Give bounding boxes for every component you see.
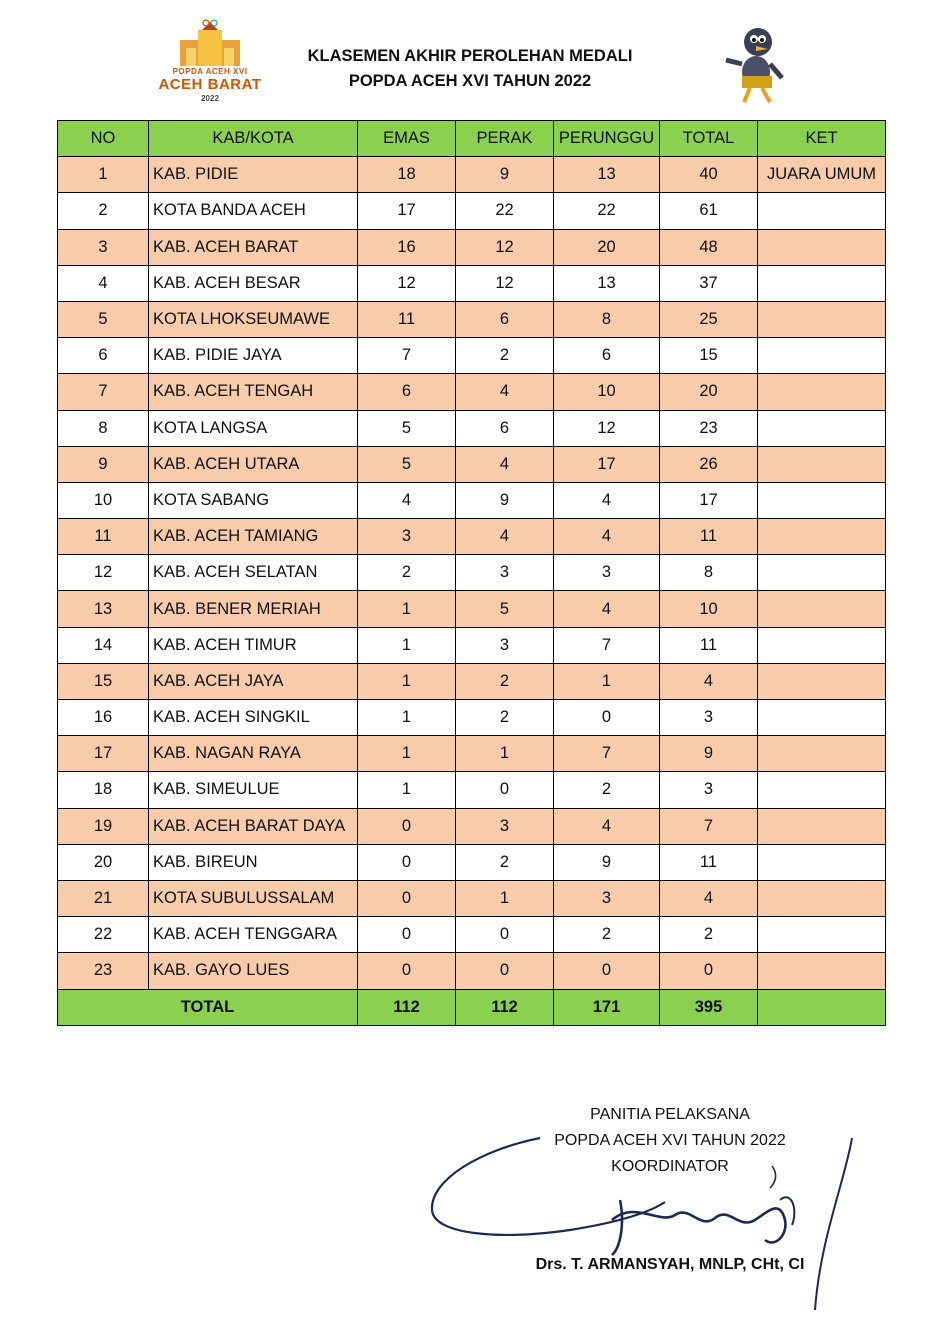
cell-perak: 1	[456, 880, 554, 916]
table-row	[58, 591, 886, 627]
cell-total: 2	[660, 917, 758, 953]
cell-emas: 6	[358, 374, 456, 410]
cell-emas: 0	[358, 808, 456, 844]
table-row	[58, 265, 886, 301]
total-perak: 112	[456, 989, 554, 1025]
cell-name: KOTA SABANG	[149, 482, 358, 518]
cell-perak: 4	[456, 519, 554, 555]
cell-perunggu: 2	[554, 772, 660, 808]
cell-perak: 6	[456, 410, 554, 446]
cell-total: 11	[660, 519, 758, 555]
cell-perak: 3	[456, 808, 554, 844]
cell-perak: 1	[456, 736, 554, 772]
cell-name: KOTA SUBULUSSALAM	[149, 880, 358, 916]
cell-no: 6	[58, 338, 149, 374]
popda-logo-icon	[140, 18, 280, 68]
cell-total: 4	[660, 663, 758, 699]
cell-perak: 0	[456, 772, 554, 808]
table-row	[58, 844, 886, 880]
cell-no: 5	[58, 301, 149, 337]
title-line-2: POPDA ACEH XVI TAHUN 2022	[348, 72, 592, 90]
cell-no: 16	[58, 700, 149, 736]
cell-perak: 22	[456, 193, 554, 229]
cell-ket	[758, 229, 886, 265]
cell-perak: 4	[456, 374, 554, 410]
cell-perunggu: 7	[554, 627, 660, 663]
cell-ket	[758, 591, 886, 627]
cell-name: KAB. ACEH TAMIANG	[149, 519, 358, 555]
bird-mascot-icon	[718, 22, 794, 108]
table-row	[58, 555, 886, 591]
table-row	[58, 229, 886, 265]
cell-name: KAB. ACEH TIMUR	[149, 627, 358, 663]
cell-perunggu: 6	[554, 338, 660, 374]
cell-name: KAB. SIMEULUE	[149, 772, 358, 808]
footer-role: KOORDINATOR	[611, 1158, 729, 1175]
table-row	[58, 880, 886, 916]
cell-name: KAB. BIREUN	[149, 844, 358, 880]
cell-perunggu: 3	[554, 880, 660, 916]
page-title	[280, 44, 660, 94]
cell-ket	[758, 301, 886, 337]
logo-title: ACEH BARAT	[158, 76, 262, 93]
cell-total: 40	[660, 157, 758, 193]
medal-standings-table	[57, 120, 886, 1026]
cell-ket	[758, 555, 886, 591]
cell-emas: 1	[358, 663, 456, 699]
table-row	[58, 953, 886, 989]
col-header-total: TOTAL	[660, 121, 758, 157]
cell-perak: 2	[456, 700, 554, 736]
cell-emas: 18	[358, 157, 456, 193]
cell-perunggu: 4	[554, 482, 660, 518]
cell-total: 48	[660, 229, 758, 265]
cell-total: 10	[660, 591, 758, 627]
cell-perak: 9	[456, 157, 554, 193]
cell-no: 10	[58, 482, 149, 518]
cell-total: 17	[660, 482, 758, 518]
cell-emas: 12	[358, 265, 456, 301]
cell-name: KAB. ACEH BARAT	[149, 229, 358, 265]
cell-name: KAB. PIDIE	[149, 157, 358, 193]
cell-ket	[758, 446, 886, 482]
cell-ket	[758, 844, 886, 880]
cell-total: 4	[660, 880, 758, 916]
cell-name: KAB. PIDIE JAYA	[149, 338, 358, 374]
table-row	[58, 700, 886, 736]
cell-perak: 9	[456, 482, 554, 518]
cell-perunggu: 0	[554, 953, 660, 989]
cell-perunggu: 2	[554, 917, 660, 953]
cell-ket	[758, 265, 886, 301]
cell-name: KAB. NAGAN RAYA	[149, 736, 358, 772]
cell-perak: 4	[456, 446, 554, 482]
cell-no: 2	[58, 193, 149, 229]
cell-emas: 1	[358, 772, 456, 808]
cell-ket	[758, 338, 886, 374]
table-row	[58, 374, 886, 410]
cell-total: 3	[660, 700, 758, 736]
cell-no: 8	[58, 410, 149, 446]
cell-no: 7	[58, 374, 149, 410]
cell-name: KOTA LHOKSEUMAWE	[149, 301, 358, 337]
cell-total: 9	[660, 736, 758, 772]
cell-ket	[758, 917, 886, 953]
cell-name: KAB. ACEH SELATAN	[149, 555, 358, 591]
cell-ket	[758, 772, 886, 808]
table-header-row	[58, 121, 886, 157]
cell-total: 0	[660, 953, 758, 989]
cell-perunggu: 13	[554, 157, 660, 193]
cell-perunggu: 10	[554, 374, 660, 410]
cell-perak: 2	[456, 338, 554, 374]
cell-emas: 2	[358, 555, 456, 591]
cell-perunggu: 1	[554, 663, 660, 699]
footer-event: POPDA ACEH XVI TAHUN 2022	[554, 1132, 786, 1149]
cell-name: KAB. GAYO LUES	[149, 953, 358, 989]
cell-ket	[758, 482, 886, 518]
logo-subtitle: POPDA ACEH XVI	[172, 67, 248, 76]
cell-perunggu: 7	[554, 736, 660, 772]
cell-emas: 16	[358, 229, 456, 265]
signature-block	[520, 1102, 820, 1180]
cell-total: 8	[660, 555, 758, 591]
cell-ket	[758, 953, 886, 989]
signatory-name: Drs. T. ARMANSYAH, MNLP, CHt, CI	[535, 1256, 805, 1273]
cell-emas: 11	[358, 301, 456, 337]
cell-no: 20	[58, 844, 149, 880]
total-ket	[758, 989, 886, 1025]
table-row	[58, 157, 886, 193]
table-row	[58, 301, 886, 337]
cell-emas: 0	[358, 953, 456, 989]
cell-ket	[758, 736, 886, 772]
table-total-row	[58, 989, 886, 1025]
cell-perak: 12	[456, 229, 554, 265]
cell-perunggu: 8	[554, 301, 660, 337]
cell-ket	[758, 808, 886, 844]
cell-perunggu: 12	[554, 410, 660, 446]
cell-total: 3	[660, 772, 758, 808]
cell-emas: 1	[358, 700, 456, 736]
cell-ket	[758, 374, 886, 410]
cell-no: 14	[58, 627, 149, 663]
cell-name: KAB. ACEH TENGAH	[149, 374, 358, 410]
cell-no: 9	[58, 446, 149, 482]
cell-emas: 17	[358, 193, 456, 229]
cell-no: 4	[58, 265, 149, 301]
cell-no: 15	[58, 663, 149, 699]
cell-perunggu: 20	[554, 229, 660, 265]
cell-no: 11	[58, 519, 149, 555]
cell-no: 12	[58, 555, 149, 591]
cell-no: 19	[58, 808, 149, 844]
cell-no: 13	[58, 591, 149, 627]
table-row	[58, 482, 886, 518]
cell-name: KAB. ACEH BESAR	[149, 265, 358, 301]
title-line-1: KLASEMEN AKHIR PEROLEHAN MEDALI	[307, 47, 633, 65]
cell-name: KAB. ACEH BARAT DAYA	[149, 808, 358, 844]
cell-emas: 0	[358, 880, 456, 916]
table-row	[58, 736, 886, 772]
cell-ket	[758, 193, 886, 229]
cell-ket: JUARA UMUM	[758, 157, 886, 193]
cell-perak: 3	[456, 555, 554, 591]
cell-emas: 1	[358, 627, 456, 663]
cell-emas: 0	[358, 917, 456, 953]
cell-total: 7	[660, 808, 758, 844]
table-row	[58, 193, 886, 229]
total-perunggu: 171	[554, 989, 660, 1025]
cell-name: KAB. BENER MERIAH	[149, 591, 358, 627]
cell-perunggu: 4	[554, 519, 660, 555]
cell-perunggu: 0	[554, 700, 660, 736]
cell-ket	[758, 519, 886, 555]
cell-emas: 5	[358, 446, 456, 482]
total-label: TOTAL	[58, 989, 358, 1025]
cell-no: 18	[58, 772, 149, 808]
cell-ket	[758, 880, 886, 916]
table-row	[58, 772, 886, 808]
cell-perunggu: 17	[554, 446, 660, 482]
cell-emas: 5	[358, 410, 456, 446]
cell-emas: 4	[358, 482, 456, 518]
cell-perunggu: 9	[554, 844, 660, 880]
cell-emas: 1	[358, 736, 456, 772]
cell-perak: 6	[456, 301, 554, 337]
footer-committee: PANITIA PELAKSANA	[590, 1106, 750, 1123]
cell-name: KOTA LANGSA	[149, 410, 358, 446]
cell-no: 3	[58, 229, 149, 265]
cell-total: 11	[660, 844, 758, 880]
col-header-emas: EMAS	[358, 121, 456, 157]
cell-total: 25	[660, 301, 758, 337]
cell-name: KAB. ACEH UTARA	[149, 446, 358, 482]
col-header-no: NO	[58, 121, 149, 157]
cell-perak: 5	[456, 591, 554, 627]
cell-ket	[758, 663, 886, 699]
table-row	[58, 627, 886, 663]
cell-no: 17	[58, 736, 149, 772]
cell-perak: 12	[456, 265, 554, 301]
col-header-ket: KET	[758, 121, 886, 157]
cell-total: 11	[660, 627, 758, 663]
cell-emas: 7	[358, 338, 456, 374]
cell-no: 22	[58, 917, 149, 953]
table-row	[58, 808, 886, 844]
cell-total: 20	[660, 374, 758, 410]
cell-emas: 3	[358, 519, 456, 555]
cell-name: KOTA BANDA ACEH	[149, 193, 358, 229]
cell-no: 23	[58, 953, 149, 989]
cell-perunggu: 3	[554, 555, 660, 591]
cell-emas: 1	[358, 591, 456, 627]
cell-name: KAB. ACEH TENGGARA	[149, 917, 358, 953]
table-row	[58, 446, 886, 482]
cell-no: 1	[58, 157, 149, 193]
logo-year: 2022	[201, 94, 219, 103]
table-row	[58, 917, 886, 953]
cell-perunggu: 4	[554, 591, 660, 627]
total-total: 395	[660, 989, 758, 1025]
cell-emas: 0	[358, 844, 456, 880]
popda-logo	[140, 18, 280, 102]
table-row	[58, 410, 886, 446]
cell-total: 15	[660, 338, 758, 374]
cell-perunggu: 13	[554, 265, 660, 301]
cell-name: KAB. ACEH SINGKIL	[149, 700, 358, 736]
cell-ket	[758, 627, 886, 663]
col-header-kab-kota: KAB/KOTA	[149, 121, 358, 157]
cell-ket	[758, 410, 886, 446]
cell-perak: 0	[456, 953, 554, 989]
cell-perak: 2	[456, 844, 554, 880]
cell-no: 21	[58, 880, 149, 916]
table-row	[58, 519, 886, 555]
table-row	[58, 338, 886, 374]
cell-total: 37	[660, 265, 758, 301]
total-emas: 112	[358, 989, 456, 1025]
col-header-perak: PERAK	[456, 121, 554, 157]
cell-name: KAB. ACEH JAYA	[149, 663, 358, 699]
cell-perunggu: 22	[554, 193, 660, 229]
cell-perak: 2	[456, 663, 554, 699]
table-row	[58, 663, 886, 699]
cell-total: 23	[660, 410, 758, 446]
cell-total: 61	[660, 193, 758, 229]
cell-ket	[758, 700, 886, 736]
cell-perak: 3	[456, 627, 554, 663]
col-header-perunggu: PERUNGGU	[554, 121, 660, 157]
cell-perunggu: 4	[554, 808, 660, 844]
cell-total: 26	[660, 446, 758, 482]
cell-perak: 0	[456, 917, 554, 953]
